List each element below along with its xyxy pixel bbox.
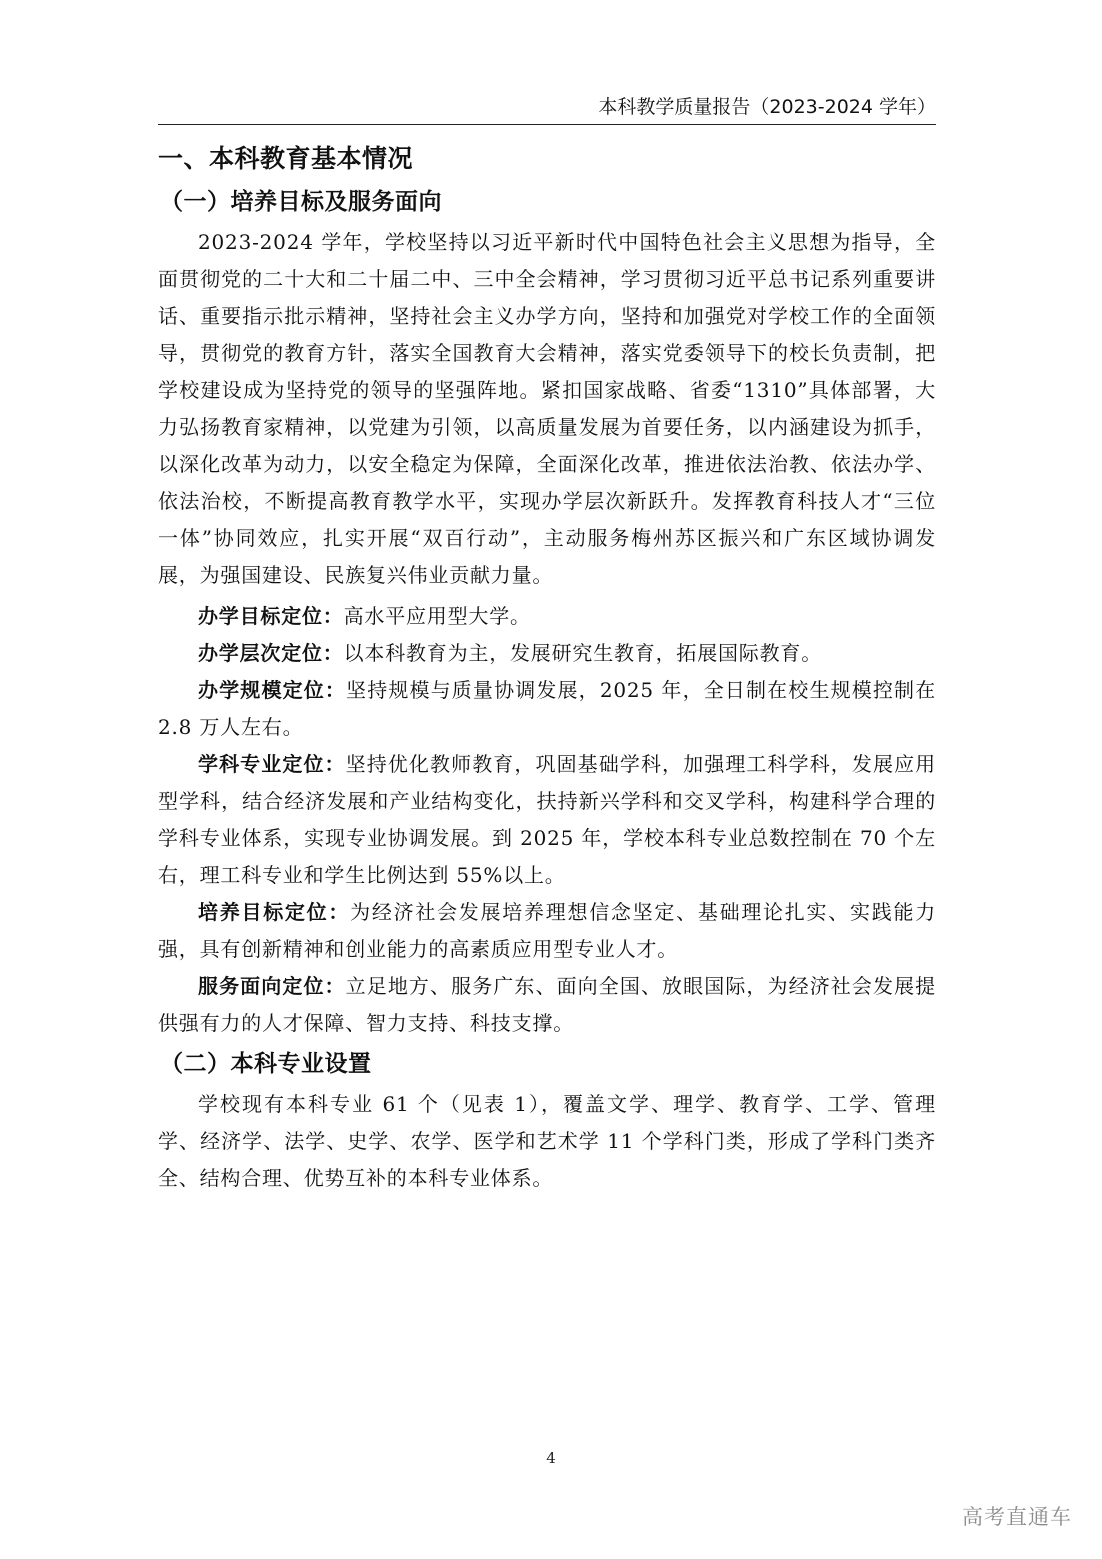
definition-text: 为经济社会发展培养理想信念坚定、基础理论扎实、实践能力强，具有创新精神和创业能力的高素质应用型专业人才。: [158, 900, 936, 961]
definition-school-level: [158, 635, 936, 672]
definition-label: 服务面向定位：: [198, 974, 346, 998]
header-rule: [158, 124, 936, 125]
definition-school-scale: [158, 672, 936, 746]
definition-label: 办学规模定位：: [198, 678, 347, 702]
definition-training-goal: [158, 894, 936, 968]
definition-text: 坚持规模与质量协调发展，2025 年，全日制在校生规模控制在 2.8 万人左右。: [158, 678, 936, 739]
definition-label: 办学层次定位：: [198, 641, 344, 665]
definition-label: 办学目标定位：: [198, 604, 344, 628]
definition-text: 立足地方、服务广东、面向全国、放眼国际，为经济社会发展提供强有力的人才保障、智力支持、科技支撑。: [158, 974, 936, 1035]
section-title: 一、本科教育基本情况: [158, 144, 414, 173]
intro-paragraph: 2023-2024 学年，学校坚持以习近平新时代中国特色社会主义思想为指导，全面贯彻党的二十大和二十届二中、三中全会精神，学习贯彻习近平总书记系列重要讲话、重要指示批示精神，坚持社会主义办学方向，坚持和加强党对学校工作的全面领导，贯彻党的教育方针，落实全国教育大会精神，落实党委领导下的校长负责制，把学校建设成为坚持党的领导的坚强阵地。紧扣国家战略、省委“1310”具体部署，大力弘扬教育家精神，以党建为引领，以高质量发展为首要任务，以内涵建设为抓手，以深化改革为动力，以安全稳定为保障，全面深化改革，推进依法治教、依法办学、依法治校，不断提高教育教学水平，实现办学层次新跃升。发挥教育科技人才“三位一体”协同效应，扎实开展“双百行动”，主动服务梅州苏区振兴和广东区域协调发展，为强国建设、民族复兴伟业贡献力量。: [158, 230, 936, 587]
subsection-title-majors: （二）本科专业设置: [160, 1051, 372, 1077]
subsection-title-goals: （一）培养目标及服务面向: [160, 189, 442, 215]
definition-text: 高水平应用型大学。: [343, 604, 531, 628]
definition-label: 学科专业定位：: [198, 752, 346, 776]
watermark: 高考直通车: [962, 1505, 1072, 1529]
majors-paragraph: 学校现有本科专业 61 个（见表 1），覆盖文学、理学、教育学、工学、管理学、经济学、法学、史学、农学、医学和艺术学 11 个学科门类，形成了学科门类齐全、结构合理、优势互补的本科专业体系。: [158, 1092, 936, 1190]
definition-label: 培养目标定位：: [198, 900, 351, 924]
running-header: 本科教学质量报告（2023-2024 学年）: [598, 96, 936, 118]
definition-school-goal: [158, 598, 936, 635]
definition-text: 坚持优化教师教育，巩固基础学科，加强理工科学科，发展应用型学科，结合经济发展和产业结构变化，扶持新兴学科和交叉学科，构建科学合理的学科专业体系，实现专业协调发展。到 2025 年，学校本科专业总数控制在 70 个左右，理工科专业和学生比例达到 55%以上。: [158, 752, 936, 887]
page-number: 4: [546, 1449, 556, 1467]
definition-service: [158, 968, 936, 1042]
definition-text: 以本科教育为主，发展研究生教育，拓展国际教育。: [343, 641, 823, 665]
page-content: [158, 138, 936, 1197]
definition-discipline: [158, 746, 936, 894]
